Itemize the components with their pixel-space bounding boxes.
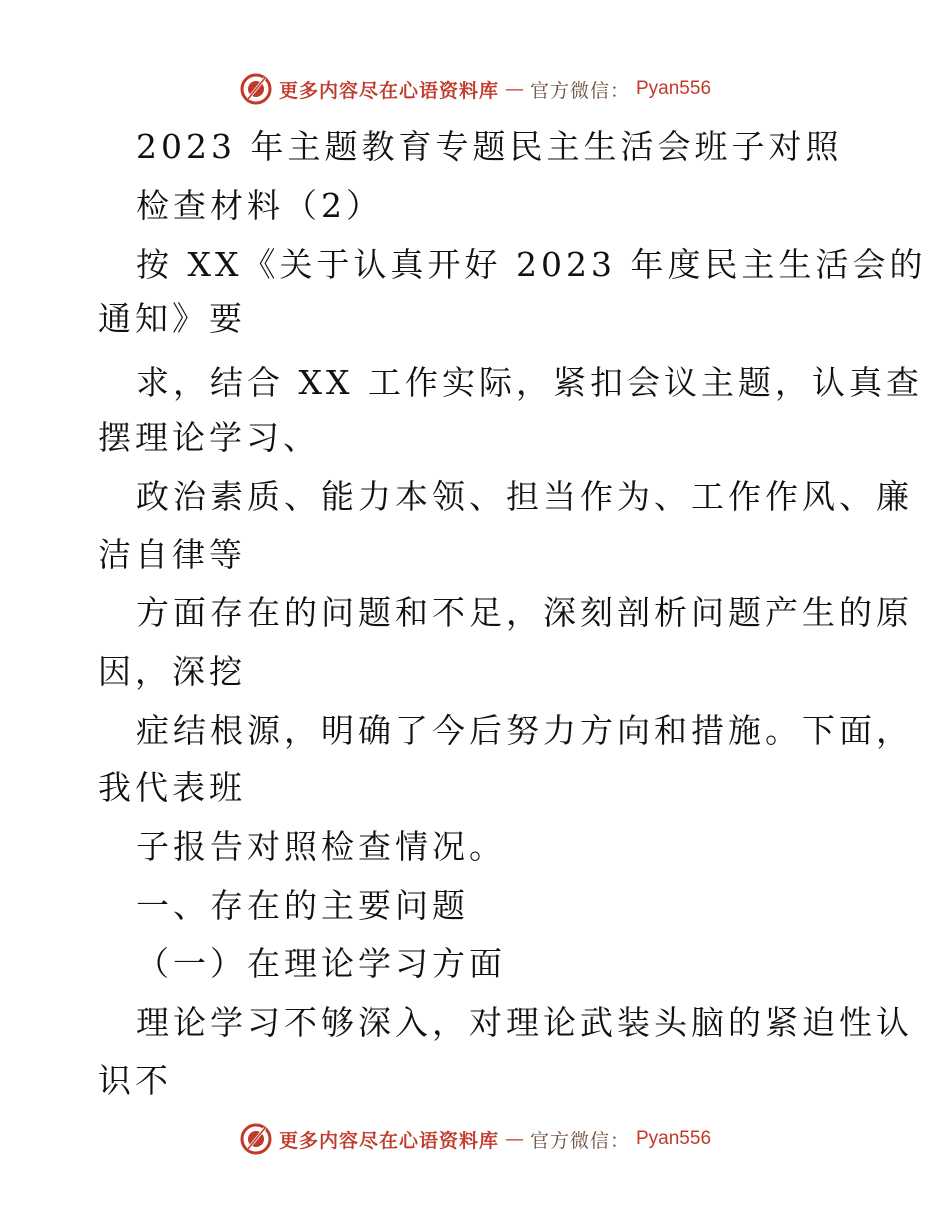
watermark-separator: — xyxy=(504,78,524,100)
watermark-site-text: 更多内容尽在心语资料库 xyxy=(278,79,499,102)
footer-watermark xyxy=(0,1121,950,1157)
paragraph-line: 通知》要 xyxy=(98,299,246,338)
paragraph-line: 政治素质、能力本领、担当作为、工作作风、廉 xyxy=(136,477,913,516)
watermark-separator: — xyxy=(504,1128,524,1150)
header-watermark xyxy=(0,71,950,107)
watermark-account: Pyan556 xyxy=(636,1128,712,1149)
paragraph-line: 洁自律等 xyxy=(98,535,246,574)
paragraph-line: 症结根源，明确了今后努力方向和措施。下面， xyxy=(136,711,913,750)
pen-seal-logo-icon xyxy=(239,72,273,106)
paragraph-line: 求，结合 XX 工作实际，紧扣会议主题，认真查 xyxy=(136,363,923,402)
watermark-label: 官方微信： xyxy=(529,79,630,102)
paragraph-line: 摆理论学习、 xyxy=(98,418,320,457)
watermark-site-text: 更多内容尽在心语资料库 xyxy=(278,1129,499,1152)
document-title-line-1: 2023 年主题教育专题民主生活会班子对照 xyxy=(136,127,843,166)
pen-seal-logo-icon xyxy=(239,1122,273,1156)
paragraph-line: 我代表班 xyxy=(98,768,246,807)
document-title-line-2: 检查材料（2） xyxy=(136,186,383,225)
paragraph-line: 因，深挖 xyxy=(98,652,246,691)
paragraph-line: 按 XX《关于认真开好 2023 年度民主生活会的 xyxy=(136,245,927,284)
subsection-heading: （一）在理论学习方面 xyxy=(136,944,506,983)
paragraph-line: 方面存在的问题和不足，深刻剖析问题产生的原 xyxy=(136,593,913,632)
paragraph-line: 子报告对照检查情况。 xyxy=(136,827,506,866)
watermark-account: Pyan556 xyxy=(636,78,712,99)
paragraph-line: 识不 xyxy=(98,1061,172,1100)
section-heading: 一、存在的主要问题 xyxy=(136,886,469,925)
paragraph-line: 理论学习不够深入，对理论武装头脑的紧迫性认 xyxy=(136,1003,913,1042)
watermark-label: 官方微信： xyxy=(529,1129,630,1152)
